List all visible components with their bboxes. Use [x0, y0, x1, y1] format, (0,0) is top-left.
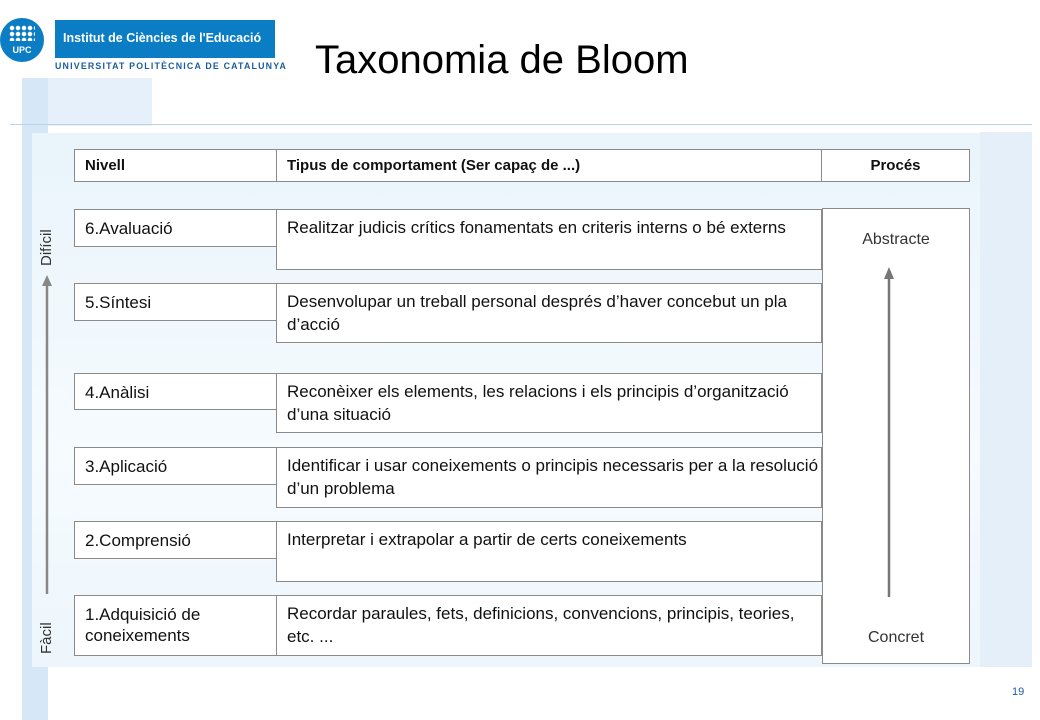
- page-number: 19: [1012, 686, 1025, 698]
- process-abstract-label: Abstracte: [862, 231, 930, 248]
- level-3: 3.Aplicació: [74, 447, 277, 485]
- level-1: 1.Adquisició de coneixements: [74, 595, 277, 656]
- description-4: Reconèixer els elements, les relacions i els principis d’organització d’una situació: [276, 373, 822, 433]
- process-column: [822, 208, 970, 664]
- description-1: Recordar paraules, fets, definicions, convencions, principis, teories, etc. ...: [276, 595, 822, 656]
- header-level: Nivell: [74, 149, 277, 182]
- description-5: Desenvolupar un treball personal després d’haver concebut un pla d’acció: [276, 283, 822, 343]
- process-concrete-label: Concret: [867, 629, 925, 646]
- university-name: UNIVERSITAT POLITÈCNICA DE CATALUNYA: [55, 61, 288, 71]
- header-process: Procés: [821, 149, 970, 182]
- difficulty-arrow-up-icon: [37, 272, 57, 612]
- upc-logo-icon: UPC: [0, 18, 44, 62]
- process-arrow-up-icon: [823, 209, 971, 665]
- slide-title: Taxonomia de Bloom: [315, 38, 689, 82]
- difficulty-easy-label: Fàcil: [38, 622, 55, 654]
- description-6: Realitzar judicis crítics fonamentats en criteris interns o bé externs: [276, 209, 822, 270]
- header-divider: [10, 124, 1032, 125]
- description-3: Identificar i usar coneixements o principis necessaris per a la resolució d’un problema: [276, 447, 822, 508]
- description-2: Interpretar i extrapolar a partir de certs coneixements: [276, 521, 822, 582]
- institute-name: Institut de Ciències de l'Educació: [63, 31, 262, 45]
- level-2: 2.Comprensió: [74, 521, 277, 559]
- level-4: 4.Anàlisi: [74, 373, 277, 410]
- level-5: 5.Síntesi: [74, 283, 277, 321]
- header-behaviour: Tipus de comportament (Ser capaç de ...): [276, 149, 822, 182]
- difficulty-hard-label: Difícil: [38, 229, 55, 266]
- level-6: 6.Avaluació: [74, 209, 277, 247]
- decor-band-right: [980, 132, 1032, 667]
- institute-logo-box: [55, 20, 275, 58]
